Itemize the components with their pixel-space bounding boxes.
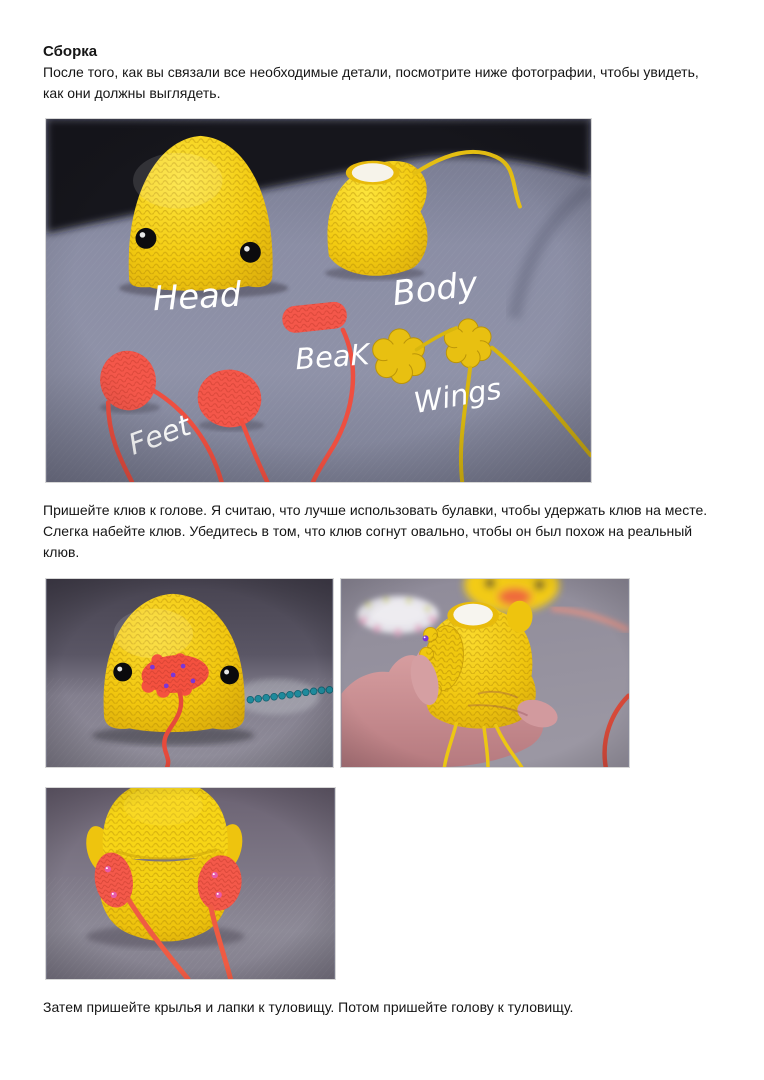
photo-beak-pinned	[45, 578, 334, 768]
paragraph-line: клюв.	[43, 544, 80, 560]
photo-vignette	[47, 788, 335, 979]
section-heading: Сборка	[43, 43, 98, 60]
paragraph-line: Затем пришейте крылья и лапки к туловищу. Потом пришейте голову к туловищу.	[43, 999, 574, 1015]
paragraph-line: как они должны выглядеть.	[43, 85, 221, 101]
photo-parts-overview	[45, 118, 592, 483]
intro-paragraph	[43, 62, 699, 104]
paragraph-line: Слегка набейте клюв. Убедитесь в том, что клюв согнут овально, чтобы он был похож на реальный	[43, 523, 693, 539]
photo-vignette	[46, 119, 590, 482]
photo-vignette	[47, 579, 333, 767]
beak-paragraph	[43, 500, 707, 563]
photo-vignette	[342, 579, 629, 767]
final-paragraph	[43, 997, 573, 1018]
photo-wing-pinned	[340, 578, 630, 768]
paragraph-line: После того, как вы связали все необходимые детали, посмотрите ниже фотографии, чтобы увидеть,	[43, 64, 699, 80]
paragraph-line: Пришейте клюв к голове. Я считаю, что лучше использовать булавки, чтобы удержать клюв на месте.	[43, 502, 708, 518]
photo-feet-pinned	[45, 787, 336, 980]
